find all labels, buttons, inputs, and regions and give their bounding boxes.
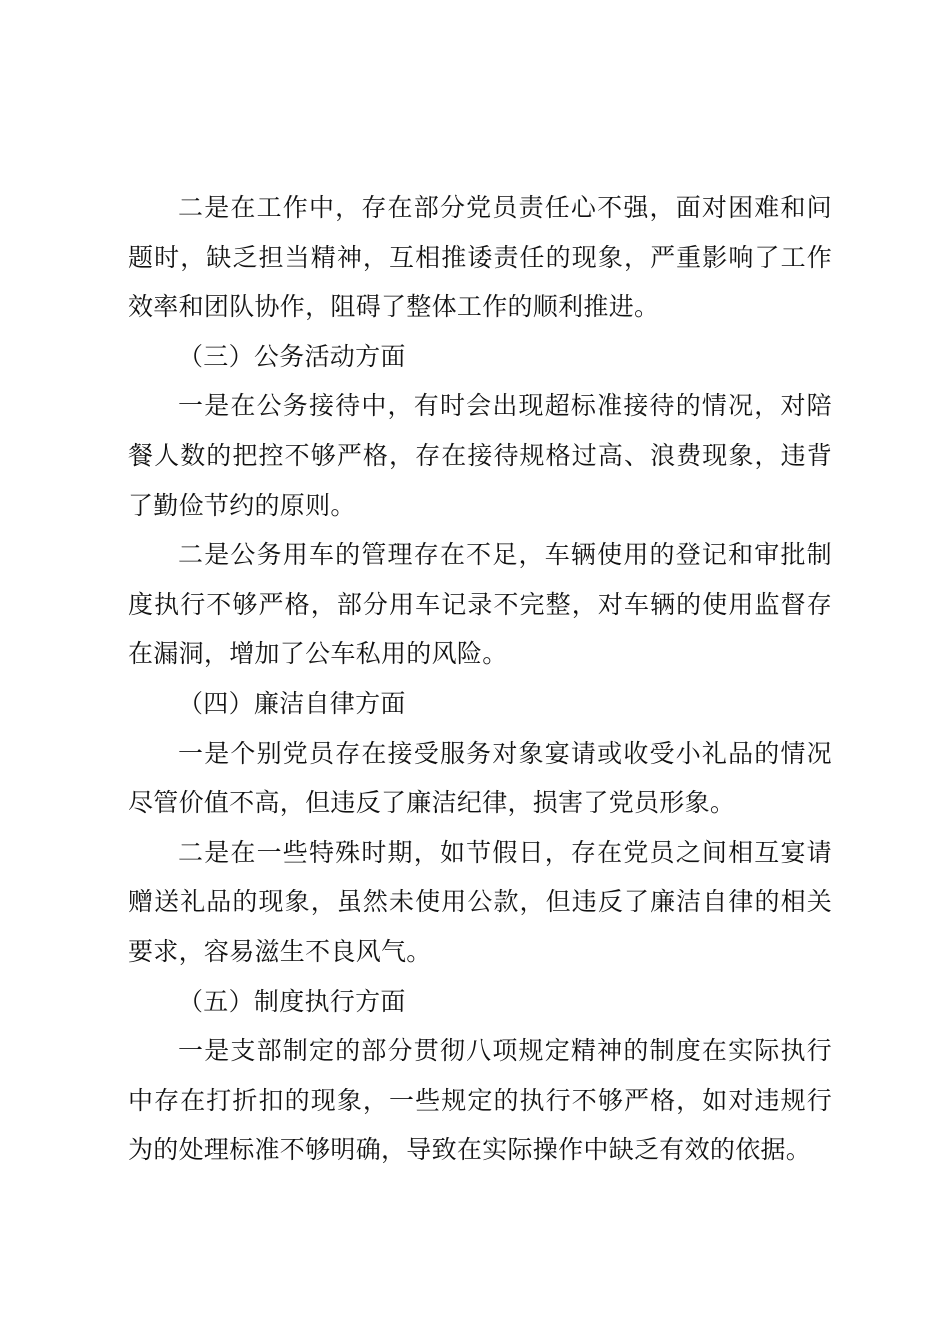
paragraph-banquets-gifts: 一是个别党员存在接受服务对象宴请或收受小礼品的情况尽管价值不高，但违反了廉洁纪律，损害了党员形象。 (128, 738, 832, 818)
section-heading-integrity: （四）廉洁自律方面 (178, 688, 406, 718)
paragraph-holiday-gifts: 二是在一些特殊时期，如节假日，存在党员之间相互宴请赠送礼品的现象，虽然未使用公款，但违反了廉洁自律的相关要求，容易滋生不良风气。 (128, 837, 832, 966)
paragraph-work-responsibility: 二是在工作中，存在部分党员责任心不强，面对困难和问题时，缺乏担当精神，互相推诿责任的现象，严重影响了工作效率和团队协作，阻碍了整体工作的顺利推进。 (128, 193, 832, 322)
paragraph-official-vehicles: 二是公务用车的管理存在不足，车辆使用的登记和审批制度执行不够严格，部分用车记录不完整，对车辆的使用监督存在漏洞，增加了公车私用的风险。 (128, 540, 832, 669)
section-heading-official-activities: （三）公务活动方面 (178, 341, 406, 371)
section-heading-system-execution: （五）制度执行方面 (178, 986, 406, 1016)
paragraph-official-reception: 一是在公务接待中，有时会出现超标准接待的情况，对陪餐人数的把控不够严格，存在接待规格过高、浪费现象，违背了勤俭节约的原则。 (128, 391, 832, 520)
paragraph-system-execution: 一是支部制定的部分贯彻八项规定精神的制度在实际执行中存在打折扣的现象，一些规定的执行不够严格，如对违规行为的处理标准不够明确，导致在实际操作中缺乏有效的依据。 (128, 1036, 832, 1165)
document-body (128, 183, 832, 1175)
